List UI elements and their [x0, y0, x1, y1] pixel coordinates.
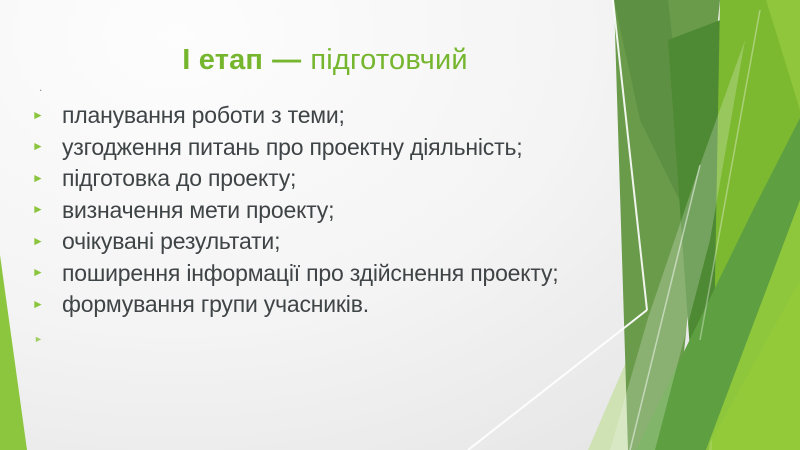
- stray-dot: .: [39, 80, 43, 94]
- list-item: [30, 100, 630, 132]
- bullet-arrow-icon: ►: [32, 170, 44, 185]
- list-item: [30, 258, 630, 290]
- facet-bright-sliver: [766, 0, 800, 110]
- title-dash: —: [272, 44, 302, 76]
- bottom-left-wedge: [0, 255, 27, 450]
- bullet-text: підготовка до проекту;: [62, 165, 297, 192]
- bullet-text: узгодження питань про проектну діяльність;: [62, 133, 523, 160]
- facet-brightest-corner: [706, 200, 800, 450]
- bullet-list: [30, 100, 630, 352]
- facet-white-line-mid: [630, 165, 700, 450]
- facet-white-overlay: [610, 40, 745, 450]
- bullet-arrow-icon: ►: [32, 107, 44, 122]
- list-item: [30, 132, 630, 164]
- list-item: [30, 289, 630, 321]
- bullet-text: поширення інформації про здійснення проекту;: [62, 259, 559, 286]
- list-item: [30, 195, 630, 227]
- facet-dark-triangle: [668, 6, 757, 450]
- bullet-arrow-icon: ►: [34, 333, 43, 344]
- title-stage-label: І етап: [182, 44, 264, 76]
- bullet-text: планування роботи з теми;: [62, 102, 345, 129]
- bullet-text: формування групи учасників.: [62, 291, 369, 318]
- bullet-arrow-icon: ►: [32, 233, 44, 248]
- facet-medium-band: [636, 118, 800, 450]
- bullet-text: визначення мети проекту;: [62, 196, 335, 223]
- bullet-arrow-icon: ►: [32, 202, 44, 217]
- bullet-arrow-icon: ►: [32, 265, 44, 280]
- slide-title: [10, 44, 640, 77]
- bullet-text: очікувані результати;: [62, 228, 281, 255]
- bullet-arrow-icon: ►: [32, 296, 44, 311]
- facet-white-line-inner: [700, 10, 760, 340]
- list-item: [30, 163, 630, 195]
- bullet-arrow-icon: ►: [32, 139, 44, 154]
- facet-bright-band: [712, 0, 800, 450]
- title-stage-name: підготовчий: [310, 44, 468, 76]
- empty-bullet-item: [30, 321, 630, 353]
- list-item: [30, 226, 630, 258]
